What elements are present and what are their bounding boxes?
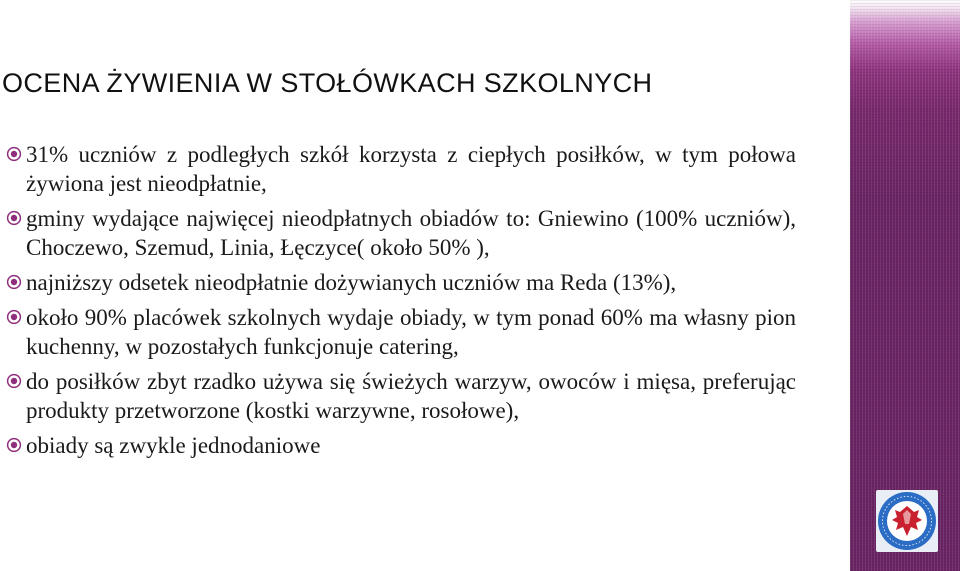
sanitary-inspection-logo-icon	[876, 490, 938, 552]
bullet-text: 31% uczniów z podległych szkół korzysta z ciepłych posiłków, w tym połowa żywiona jest nieodpłatnie,	[26, 142, 796, 196]
target-bullet-icon	[6, 309, 22, 325]
target-bullet-icon	[6, 274, 22, 290]
decorative-side-band	[850, 0, 960, 571]
bullet-text: najniższy odsetek nieodpłatnie dożywianych uczniów ma Reda (13%),	[26, 270, 677, 295]
bullet-text: około 90% placówek szkolnych wydaje obiady, w tym ponad 60% ma własny pion kuchenny, w pozostałych funkcjonuje catering,	[26, 305, 796, 359]
bullet-list	[6, 140, 796, 466]
bullet-item	[6, 204, 796, 262]
bullet-text: gminy wydające najwięcej nieodpłatnych obiadów to: Gniewino (100% uczniów), Choczewo, Szemud, Linia, Łęczyce( około 50% ),	[26, 206, 796, 260]
target-bullet-icon	[6, 437, 22, 453]
target-bullet-icon	[6, 373, 22, 389]
bullet-item	[6, 367, 796, 425]
slide-title: OCENA ŻYWIENIA W STOŁÓWKACH SZKOLNYCH	[2, 68, 653, 98]
bullet-item	[6, 431, 796, 460]
bullet-item	[6, 303, 796, 361]
bullet-text: obiady są zwykle jednodaniowe	[26, 433, 321, 458]
bullet-text: do posiłków zbyt rzadko używa się świeżych warzyw, owoców i mięsa, preferując produkty przetworzone (kostki warzywne, rosołowe),	[26, 369, 796, 423]
target-bullet-icon	[6, 210, 22, 226]
target-bullet-icon	[6, 146, 22, 162]
bullet-item	[6, 268, 796, 297]
bullet-item	[6, 140, 796, 198]
